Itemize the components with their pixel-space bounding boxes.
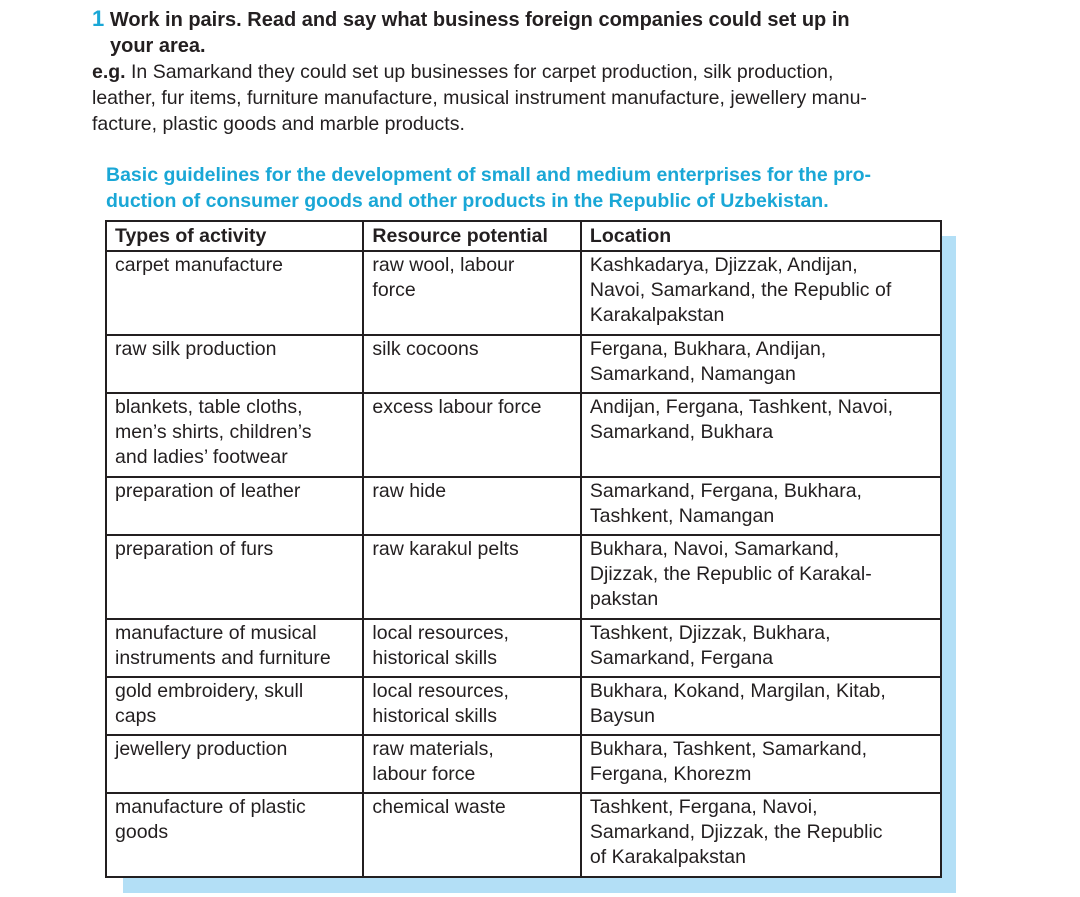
- example-label: e.g.: [92, 61, 126, 83]
- resource-cell: [363, 619, 581, 677]
- table-body: [106, 251, 941, 877]
- cell-line: manufacture of plastic: [115, 796, 306, 818]
- header-resource-potential: Resource potential: [363, 221, 581, 251]
- location-cell: [581, 393, 941, 477]
- activity-cell: [106, 393, 363, 477]
- cell-line: Bukhara, Tashkent, Samarkand,: [589, 738, 868, 760]
- cell-line: manufacture of musical: [115, 622, 317, 644]
- table-row: [106, 477, 941, 535]
- cell-line: historical skills: [372, 705, 498, 727]
- resource-cell: [363, 335, 581, 393]
- cell-line: preparation of leather: [115, 480, 301, 502]
- cell-line: goods: [115, 821, 169, 843]
- location-cell: [581, 335, 941, 393]
- cell-line: excess labour force: [372, 396, 542, 418]
- cell-line: and ladies’ footwear: [115, 446, 288, 468]
- cell-line: raw silk production: [115, 338, 277, 360]
- cell-line: Navoi, Samarkand, the Republic of: [589, 279, 892, 301]
- table-row: [106, 393, 941, 477]
- exercise-number: 1: [92, 6, 105, 31]
- cell-line: raw materials,: [372, 738, 494, 760]
- cell-line: raw wool, labour: [372, 254, 515, 276]
- table-row: [106, 619, 941, 677]
- exercise-block: [92, 6, 972, 137]
- cell-line: local resources,: [372, 680, 509, 702]
- cell-line: Djizzak, the Republic of Karakal-: [589, 563, 872, 585]
- cell-line: men’s shirts, children’s: [115, 421, 312, 443]
- example-line-2: leather, fur items, furniture manufacture, musical instrument manufacture, jewellery manu-: [92, 87, 867, 109]
- cell-line: historical skills: [372, 647, 498, 669]
- activity-cell: [106, 477, 363, 535]
- example-line-1: In Samarkand they could set up businesses for carpet production, silk production,: [125, 61, 834, 83]
- cell-line: gold embroidery, skull: [115, 680, 304, 702]
- cell-line: caps: [115, 705, 157, 727]
- cell-line: raw hide: [372, 480, 447, 502]
- cell-line: pakstan: [589, 588, 659, 610]
- cell-line: Samarkand, Djizzak, the Republic: [589, 821, 883, 843]
- enterprise-table: [105, 220, 942, 878]
- cell-line: Tashkent, Fergana, Navoi,: [589, 796, 818, 818]
- location-cell: [581, 477, 941, 535]
- resource-cell: [363, 677, 581, 735]
- cell-line: chemical waste: [372, 796, 506, 818]
- location-cell: [581, 535, 941, 619]
- cell-line: force: [372, 279, 416, 301]
- location-cell: [581, 251, 941, 335]
- location-cell: [581, 619, 941, 677]
- table-row: [106, 793, 941, 877]
- cell-line: Tashkent, Djizzak, Bukhara,: [589, 622, 831, 644]
- activity-cell: [106, 735, 363, 793]
- cell-line: Kashkadarya, Djizzak, Andijan,: [589, 254, 858, 276]
- cell-line: Fergana, Khorezm: [589, 763, 752, 785]
- cell-line: jewellery production: [115, 738, 288, 760]
- cell-line: carpet manufacture: [115, 254, 284, 276]
- location-cell: [581, 677, 941, 735]
- exercise-instruction: [92, 6, 972, 59]
- cell-line: instruments and furniture: [115, 647, 331, 669]
- table-caption: [106, 162, 956, 214]
- cell-line: blankets, table cloths,: [115, 396, 303, 418]
- resource-cell: [363, 535, 581, 619]
- table-row: [106, 335, 941, 393]
- caption-line-1: Basic guidelines for the development of small and medium enterprises for the pro-: [106, 164, 871, 186]
- cell-line: raw karakul pelts: [372, 538, 519, 560]
- resource-cell: [363, 251, 581, 335]
- example-line-3: facture, plastic goods and marble products.: [92, 113, 465, 135]
- activity-cell: [106, 619, 363, 677]
- cell-line: silk cocoons: [372, 338, 479, 360]
- caption-line-2: duction of consumer goods and other products in the Republic of Uzbekistan.: [106, 190, 829, 212]
- cell-line: local resources,: [372, 622, 509, 644]
- table-row: [106, 735, 941, 793]
- table-header-row: [106, 221, 941, 251]
- activity-cell: [106, 251, 363, 335]
- cell-line: labour force: [372, 763, 476, 785]
- table-row: [106, 677, 941, 735]
- cell-line: Bukhara, Navoi, Samarkand,: [589, 538, 840, 560]
- instruction-line-1: Work in pairs. Read and say what business foreign companies could set up in: [109, 9, 850, 31]
- activity-cell: [106, 677, 363, 735]
- cell-line: Samarkand, Namangan: [589, 363, 796, 385]
- cell-line: of Karakalpakstan: [589, 846, 747, 868]
- exercise-example: [92, 59, 972, 137]
- resource-cell: [363, 393, 581, 477]
- cell-line: Baysun: [589, 705, 655, 727]
- table-row: [106, 535, 941, 619]
- instruction-line-2: your area.: [110, 35, 206, 57]
- location-cell: [581, 793, 941, 877]
- cell-line: Samarkand, Bukhara: [589, 421, 774, 443]
- resource-cell: [363, 477, 581, 535]
- activity-cell: [106, 793, 363, 877]
- resource-cell: [363, 793, 581, 877]
- activity-cell: [106, 535, 363, 619]
- cell-line: Samarkand, Fergana: [589, 647, 774, 669]
- cell-line: Fergana, Bukhara, Andijan,: [589, 338, 827, 360]
- cell-line: Samarkand, Fergana, Bukhara,: [589, 480, 862, 502]
- location-cell: [581, 735, 941, 793]
- cell-line: Bukhara, Kokand, Margilan, Kitab,: [589, 680, 886, 702]
- header-types-of-activity: Types of activity: [106, 221, 363, 251]
- table-row: [106, 251, 941, 335]
- resource-cell: [363, 735, 581, 793]
- cell-line: Tashkent, Namangan: [589, 505, 775, 527]
- cell-line: preparation of furs: [115, 538, 274, 560]
- cell-line: Karakalpakstan: [589, 304, 725, 326]
- header-location: Location: [581, 221, 941, 251]
- cell-line: Andijan, Fergana, Tashkent, Navoi,: [589, 396, 894, 418]
- activity-cell: [106, 335, 363, 393]
